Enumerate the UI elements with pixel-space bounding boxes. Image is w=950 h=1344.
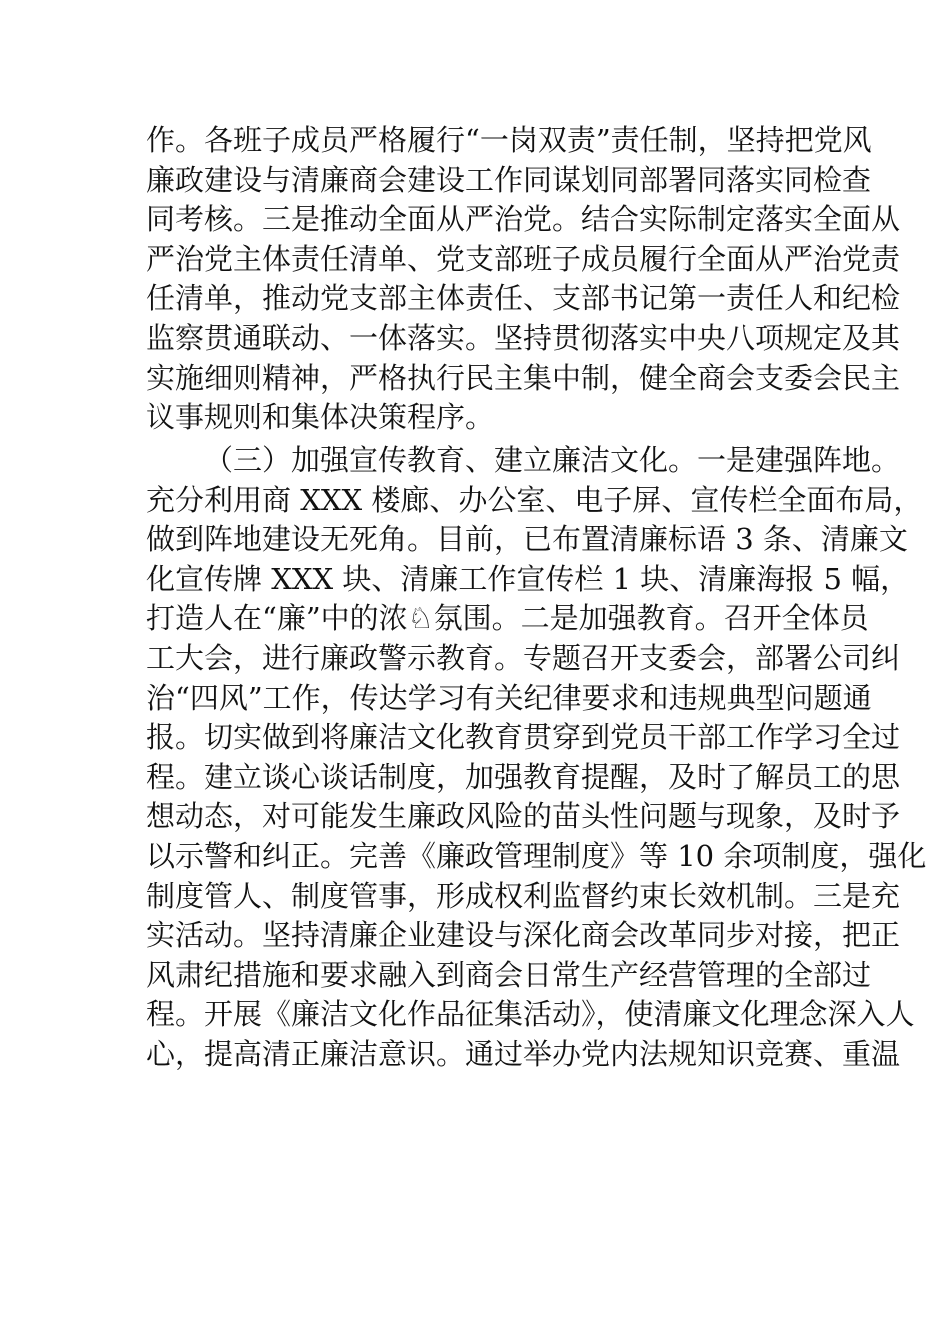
text-line: 工大会，进行廉政警示教育。专题召开支委会，部署公司纠: [146, 640, 901, 675]
text-line: 想动态，对可能发生廉政风险的苗头性问题与现象，及时予: [146, 799, 901, 834]
text-line: 严治党主体责任清单、党支部班子成员履行全面从严治党责: [146, 241, 901, 276]
text-line: 打造人在“廉”中的浓♘氛围。二是加强教育。召开全体员: [146, 601, 869, 636]
text-line: 同考核。三是推动全面从严治党。结合实际制定落实全面从: [146, 202, 901, 237]
text-line: 程。开展《廉洁文化作品征集活动》，使清廉文化理念深入人: [146, 997, 915, 1032]
paragraph-2: [146, 441, 927, 1075]
text-line: 化宣传牌 XXX 块、清廉工作宣传栏 1 块、清廉海报 5 幅，: [146, 561, 910, 596]
text-line: 议事规则和集体决策程序。: [146, 400, 495, 435]
text-line: 作。各班子成员严格履行“一岗双责”责任制，坚持把党风: [146, 123, 872, 157]
text-line: 治“四风”工作，传达学习有关纪律要求和违规典型问题通: [146, 680, 872, 715]
text-line: 做到阵地建设无死角。目前，已布置清廉标语 3 条、清廉文: [146, 522, 908, 557]
text-line: 报。切实做到将廉洁文化教育贯穿到党员干部工作学习全过: [146, 720, 901, 755]
text-line: 实施细则精神，严格执行民主集中制，健全商会支委会民主: [146, 360, 901, 395]
text-line: 以示警和纠正。完善《廉政管理制度》等 10 余项制度，强化: [146, 838, 927, 873]
text-line: 心，提高清正廉洁意识。通过举办党内法规知识竞赛、重温: [146, 1036, 901, 1071]
section-heading-line: （三）加强宣传教育、建立廉洁文化。一是建强阵地。: [204, 443, 901, 477]
text-line: 风肃纪措施和要求融入到商会日常生产经营管理的全部过: [146, 957, 872, 992]
text-line: 充分利用商 XXX 楼廊、办公室、电子屏、宣传栏全面布局，: [146, 482, 923, 517]
text-line: 任清单，推动党支部主体责任、支部书记第一责任人和纪检: [146, 281, 901, 316]
text-line: 制度管人、制度管事，形成权利监督约束长效机制。三是充: [146, 878, 901, 913]
text-line: 廉政建设与清廉商会建设工作同谋划同部署同落实同检查: [146, 162, 872, 197]
text-line: 监察贯通联动、一体落实。坚持贯彻落实中央八项规定及其: [146, 320, 901, 355]
text-line: 程。建立谈心谈话制度，加强教育提醒，及时了解员工的思: [146, 759, 901, 794]
text-line: 实活动。坚持清廉企业建设与深化商会改革同步对接，把正: [146, 918, 901, 953]
paragraph-1: [146, 121, 901, 438]
